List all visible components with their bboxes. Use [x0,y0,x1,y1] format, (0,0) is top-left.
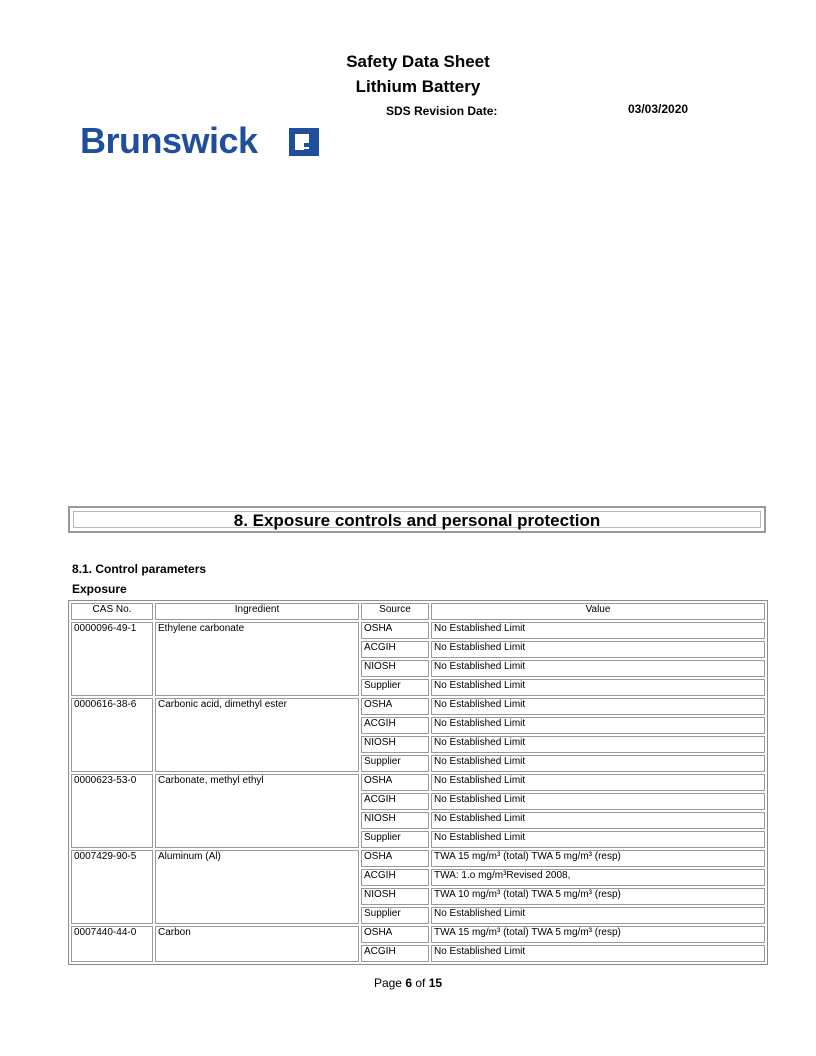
column-header-source: Source [361,603,429,620]
value-cell: No Established Limit [431,679,765,696]
logo-wordmark: Brunswick [80,120,258,161]
page-current: 6 [405,976,412,990]
value-cell: TWA: 1.o mg/m³Revised 2008, [431,869,765,886]
page-footer [0,976,816,990]
exposure-label: Exposure [72,582,127,596]
source-cell: NIOSH [361,660,429,677]
table-header-row [71,603,765,620]
table-row [71,698,765,715]
source-cell: Supplier [361,679,429,696]
ingredient-cell: Ethylene carbonate [155,622,359,696]
value-cell: No Established Limit [431,717,765,734]
value-cell: No Established Limit [431,755,765,772]
value-cell: TWA 15 mg/m³ (total) TWA 5 mg/m³ (resp) [431,926,765,943]
value-cell: No Established Limit [431,812,765,829]
value-cell: No Established Limit [431,736,765,753]
value-cell: TWA 15 mg/m³ (total) TWA 5 mg/m³ (resp) [431,850,765,867]
ingredient-cell: Carbon [155,926,359,962]
revision-date-label: SDS Revision Date: [386,104,498,118]
ingredient-cell: Carbonic acid, dimethyl ester [155,698,359,772]
value-cell: No Established Limit [431,698,765,715]
table-row [71,926,765,943]
logo-emblem-icon [289,128,319,156]
value-cell: No Established Limit [431,945,765,962]
page-label: Page [373,976,402,990]
value-cell: No Established Limit [431,907,765,924]
value-cell: TWA 10 mg/m³ (total) TWA 5 mg/m³ (resp) [431,888,765,905]
cas-number-cell: 0007440-44-0 [71,926,153,962]
value-cell: No Established Limit [431,793,765,810]
value-cell: No Established Limit [431,641,765,658]
cas-number-cell: 0000623-53-0 [71,774,153,848]
ingredient-cell: Carbonate, methyl ethyl [155,774,359,848]
source-cell: OSHA [361,698,429,715]
value-cell: No Established Limit [431,831,765,848]
source-cell: Supplier [361,831,429,848]
column-header-ingredient: Ingredient [155,603,359,620]
source-cell: Supplier [361,755,429,772]
column-header-value: Value [431,603,765,620]
document-title: Safety Data Sheet [346,52,490,71]
source-cell: OSHA [361,622,429,639]
subsection-heading: 8.1. Control parameters [72,562,207,576]
value-cell: No Established Limit [431,660,765,677]
section-heading-box [68,506,766,533]
exposure-table [68,600,768,965]
value-cell: No Established Limit [431,622,765,639]
source-cell: ACGIH [361,869,429,886]
page-total: 15 [428,976,443,990]
source-cell: OSHA [361,926,429,943]
section-heading: 8. Exposure controls and personal protection [73,511,761,528]
revision-date-value: 03/03/2020 [628,102,689,116]
table-row [71,774,765,791]
page-of: of [415,976,426,990]
value-cell: No Established Limit [431,774,765,791]
source-cell: ACGIH [361,793,429,810]
cas-number-cell: 0007429-90-5 [71,850,153,924]
source-cell: OSHA [361,774,429,791]
cas-number-cell: 0000616-38-6 [71,698,153,772]
table-row [71,622,765,639]
source-cell: ACGIH [361,945,429,962]
source-cell: NIOSH [361,812,429,829]
source-cell: NIOSH [361,736,429,753]
document-subtitle: Lithium Battery [355,77,481,96]
table-row [71,850,765,867]
source-cell: NIOSH [361,888,429,905]
cas-number-cell: 0000096-49-1 [71,622,153,696]
ingredient-cell: Aluminum (Al) [155,850,359,924]
source-cell: ACGIH [361,641,429,658]
source-cell: ACGIH [361,717,429,734]
column-header-cas: CAS No. [71,603,153,620]
source-cell: Supplier [361,907,429,924]
source-cell: OSHA [361,850,429,867]
